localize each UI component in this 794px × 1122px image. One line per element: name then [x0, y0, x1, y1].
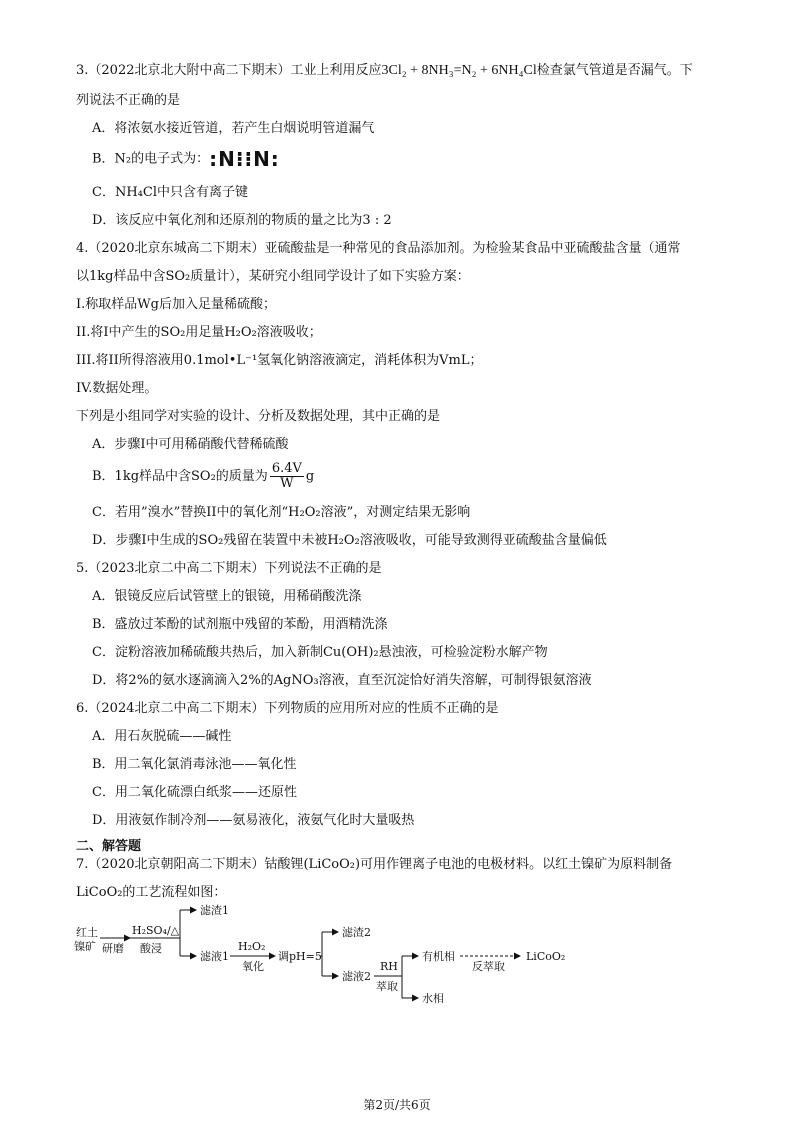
q3-option-b: [92, 147, 280, 171]
q6-option-c: C．用二氧化硫漂白纸浆——还原性: [92, 785, 297, 800]
q5-option-c: C．淀粉溶液加稀硫酸共热后，加入新制Cu(OH)₂悬浊液，可检验淀粉水解产物: [92, 645, 548, 660]
flow-residue-2: 滤渣2: [342, 926, 371, 939]
q6-option-b: B．用二氧化氯消毒泳池——氧化性: [92, 757, 297, 772]
section-heading: 二、解答题: [76, 839, 142, 854]
flow-back: 反萃取: [472, 960, 505, 973]
q4-step4: IV.数据处理。: [76, 381, 158, 396]
flow-filtrate-2: 滤液2: [342, 970, 371, 983]
page-footer: 第2页/共6页: [363, 1098, 431, 1112]
flow-step-1: 酸浸: [140, 942, 162, 955]
q3-stem: [76, 62, 693, 80]
fraction-unit: g: [305, 469, 315, 484]
flow-product: LiCoO₂: [526, 950, 566, 963]
q5-option-a: A．银镜反应后试管壁上的银镜，用稀硝酸洗涤: [92, 589, 362, 604]
flow-step-3: 萃取: [376, 980, 398, 993]
flow-reagent-1: H₂SO₄/△: [132, 924, 180, 937]
q3-stem-post: 检查氯气管道是否漏气。下: [536, 63, 693, 78]
q3-stem2: 列说法不正确的是: [76, 93, 181, 108]
q4-step1: I.称取样品Wg后加入足量稀硫酸；: [76, 297, 276, 312]
q5-stem: 5.（2023北京二中高二下期末）下列说法不正确的是: [76, 561, 382, 576]
q4-option-b-text: B．1kg样品中含SO₂的质量为: [92, 469, 268, 484]
flow-filtrate-1: 滤液1: [200, 950, 229, 963]
q5-option-b: B．盛放过苯酚的试剂瓶中残留的苯酚，用酒精洗涤: [92, 617, 388, 632]
q3-reaction: 3Cl₂ + 8NH₃=N₂ + 6NH₄Cl: [381, 63, 537, 78]
flow-grind: 研磨: [102, 942, 124, 955]
q7-stem2: LiCoO₂的工艺流程如图：: [76, 885, 227, 900]
q4-option-a: A．步骤I中可用稀硝酸代替稀硫酸: [92, 437, 289, 452]
flow-organic: 有机相: [422, 950, 455, 963]
q4-option-b: [92, 462, 314, 491]
q6-stem: 6.（2024北京二中高二下期末）下列物质的应用所对应的性质不正确的是: [76, 701, 499, 716]
flow-aqueous: 水相: [422, 992, 444, 1005]
q3-stem-pre: 3.（2022北京北大附中高二下期末）工业上利用反应: [76, 63, 382, 78]
q4-option-d: D．步骤I中生成的SO₂残留在装置中未被H₂O₂溶液吸收，可能导致测得亚硫酸盐含量偏低: [92, 533, 607, 548]
q6-option-a: A．用石灰脱硫——碱性: [92, 729, 232, 744]
q4-stem2: 以1kg样品中含SO₂质量计），某研究小组同学设计了如下实验方案：: [76, 269, 470, 284]
flow-step-2: 氧化: [242, 960, 264, 973]
process-flow-diagram: [70, 900, 590, 1010]
fraction-numerator: 6.4V: [271, 461, 302, 476]
q4-option-c: C．若用”溴水”替换II中的氧化剂“H₂O₂溶液”，对测定结果无影响: [92, 505, 471, 520]
q4-stem1: 4.（2020北京东城高二下期末）亚硫酸盐是一种常见的食品添加剂。为检验某食品中亚硫酸盐含量（通常: [76, 241, 681, 256]
flow-residue-1: 滤渣1: [200, 904, 229, 917]
q3-option-b-text: B．N₂的电子式为：: [92, 151, 210, 167]
fraction: [270, 462, 304, 491]
q3-option-d: D．该反应中氧化剂和还原剂的物质的量之比为3 : 2: [92, 213, 392, 228]
q4-ask: 下列是小组同学对实验的设计、分析及数据处理，其中正确的是: [76, 409, 441, 424]
q4-step2: II.将I中产生的SO₂用足量H₂O₂溶液吸收；: [76, 325, 322, 340]
flow-reagent-2: H₂O₂: [238, 940, 266, 953]
q6-option-d: D．用液氨作制冷剂——氨易液化，液氨气化时大量吸热: [92, 813, 415, 828]
flow-start-2: 镍矿: [74, 940, 96, 953]
flow-reagent-3: RH: [380, 960, 398, 973]
q5-option-d: D．将2%的氨水逐滴滴入2%的AgNO₃溶液，直至沉淀恰好消失溶解，可制得银氨溶液: [92, 673, 592, 688]
q3-option-c: C．NH₄Cl中只含有离子键: [92, 185, 248, 200]
flow-ph: 调pH=5: [278, 950, 322, 963]
n2-lewis-structure: :N⁝⁝N:: [209, 147, 280, 171]
fraction-denominator: W: [280, 476, 294, 491]
q7-stem1: 7.（2020北京朝阳高二下期末）钴酸锂(LiCoO₂)可用作锂离子电池的电极材料。以红土镍矿为原料制备: [76, 857, 673, 872]
q3-option-a: A．将浓氨水接近管道，若产生白烟说明管道漏气: [92, 121, 375, 136]
q4-step3: III.将II所得溶液用0.1mol•L⁻¹氢氧化钠溶液滴定，消耗体积为VmL；: [76, 353, 483, 368]
flow-start-1: 红土: [76, 926, 98, 939]
